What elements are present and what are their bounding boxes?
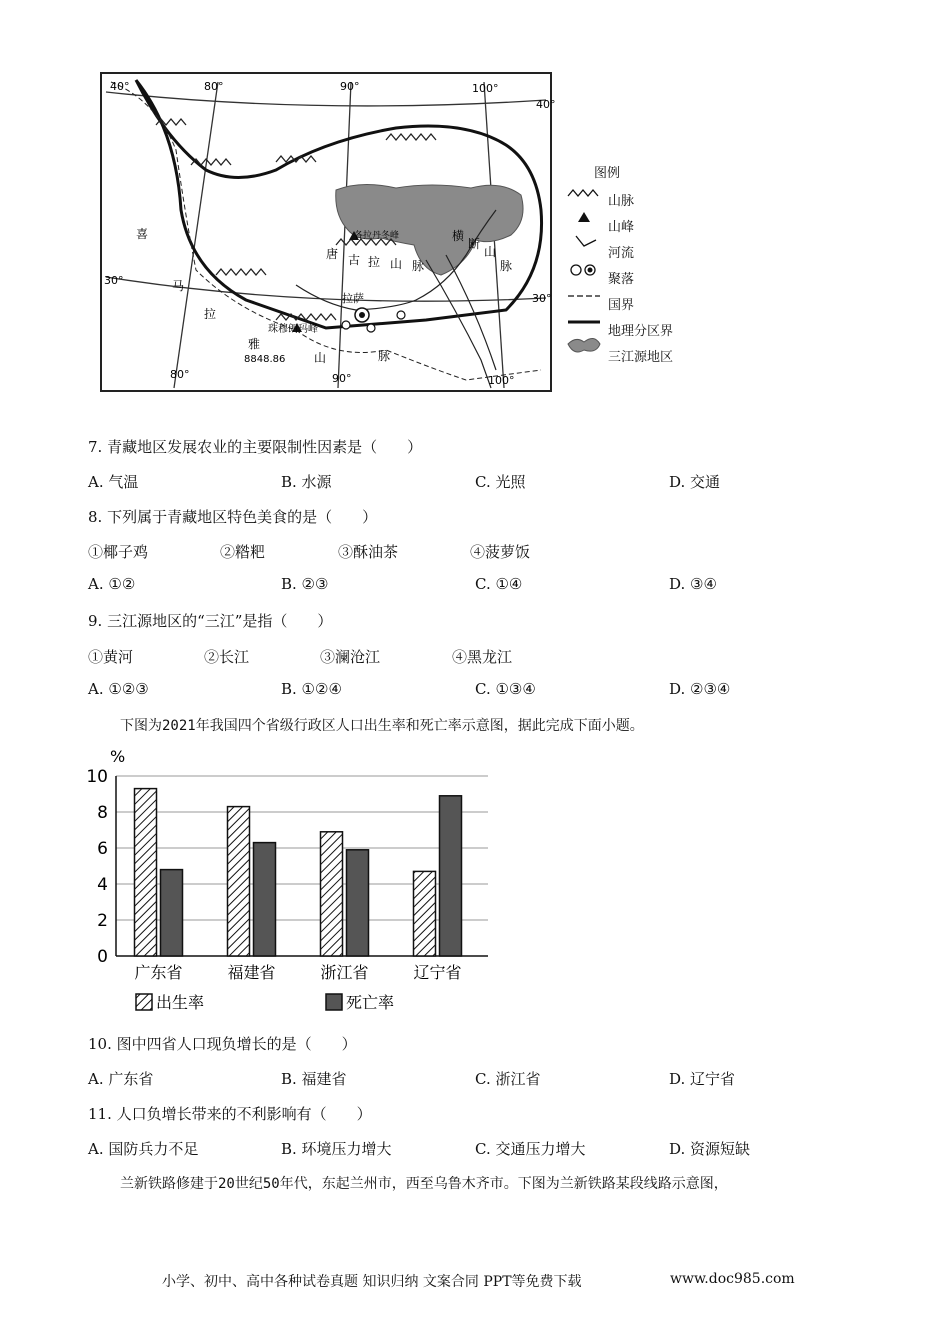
map-legend (566, 162, 686, 372)
y-tick-label: 6 (97, 839, 108, 859)
bar-death-rate (347, 850, 369, 956)
lat-label: 30° (532, 292, 552, 305)
x-category-label: 浙江省 (320, 963, 369, 982)
item: ②糌粑 (220, 543, 266, 561)
lat-label: 40° (110, 80, 130, 93)
option: D. ②③④ (669, 680, 731, 698)
item: ②长江 (204, 648, 250, 666)
place-label: 拉 (368, 255, 381, 269)
question-10-stem: 10. 图中四省人口现负增长的是（ ） (88, 1035, 357, 1053)
three-rivers-area-icon (568, 338, 600, 352)
bar-birth-rate (228, 807, 250, 956)
item: ③酥油茶 (338, 543, 399, 561)
legend-swatch (136, 994, 152, 1010)
place-label: 喜 (136, 227, 149, 241)
option: D. ③④ (669, 575, 717, 593)
item: ③澜沧江 (320, 648, 381, 666)
lon-label: 100° (472, 82, 499, 95)
question-8-stem: 8. 下列属于青藏地区特色美食的是（ ） (88, 508, 378, 526)
option: C. ①④ (475, 575, 523, 593)
place-label: 山 (390, 257, 403, 271)
option: A. ①②③ (88, 680, 149, 698)
x-category-label: 广东省 (134, 963, 183, 982)
bar-death-rate (161, 870, 183, 956)
legend-label: 出生率 (156, 993, 205, 1012)
birth-death-chart (86, 742, 526, 1022)
option: B. ②③ (281, 575, 329, 593)
legend-swatch (326, 994, 342, 1010)
legend-title: 图例 (594, 166, 621, 181)
bar-birth-rate (321, 832, 343, 956)
river-icon (576, 236, 596, 246)
place-label: 各拉丹冬峰 (354, 231, 400, 241)
question-11-stem: 11. 人口负增长带来的不利影响有（ ） (88, 1105, 372, 1123)
legend-label: 死亡率 (346, 993, 395, 1012)
option: C. 光照 (475, 473, 526, 491)
lon-label: 90° (332, 372, 352, 385)
place-label: 山 (484, 245, 497, 259)
chart-intro: 下图为2021年我国四个省级行政区人口出生率和死亡率示意图，据此完成下面小题。 (120, 718, 644, 734)
x-category-label: 福建省 (227, 963, 276, 982)
settlement-icon (571, 265, 581, 275)
y-unit-label: % (110, 747, 126, 766)
place-label: 马 (172, 279, 185, 293)
item: ①椰子鸡 (88, 543, 149, 561)
option: A. ①② (88, 575, 136, 593)
option: B. 福建省 (281, 1070, 347, 1088)
item: ④菠萝饭 (470, 543, 531, 561)
option: D. 资源短缺 (669, 1140, 751, 1158)
lon-label: 100° (488, 374, 515, 387)
place-label: 脉 (378, 349, 391, 363)
legend-label: 山脉 (608, 194, 635, 209)
mountain-range-icon (568, 190, 598, 196)
question-7-stem: 7. 青藏地区发展农业的主要限制性因素是（ ） (88, 438, 423, 456)
lon-label: 80° (170, 368, 190, 381)
place-label: 唐 (326, 247, 339, 261)
y-tick-label: 0 (97, 947, 108, 967)
option: D. 辽宁省 (669, 1070, 736, 1088)
tibet-map (96, 70, 576, 394)
option: A. 气温 (88, 473, 139, 491)
option: C. 浙江省 (475, 1070, 541, 1088)
y-tick-label: 2 (97, 911, 108, 931)
y-tick-label: 8 (97, 803, 108, 823)
lon-label: 90° (340, 80, 360, 93)
footer-text: 小学、初中、高中各种试卷真题 知识归纳 文案合同 PPT等免费下载 (162, 1274, 582, 1290)
legend-label: 聚落 (608, 272, 635, 287)
place-label: 拉萨 (342, 292, 364, 305)
place-label: 横 (452, 229, 465, 243)
lat-label: 30° (104, 274, 124, 287)
railway-intro: 兰新铁路修建于20世纪50年代，东起兰州市，西至乌鲁木齐市。下图为兰新铁路某段线路示意图， (120, 1176, 728, 1192)
bar-birth-rate (135, 789, 157, 956)
legend-label: 国界 (608, 298, 635, 313)
legend-label: 地理分区界 (608, 324, 674, 339)
place-label: 雅 (248, 337, 261, 351)
bar-death-rate (254, 843, 276, 956)
place-label: 8848.86 (244, 354, 286, 365)
x-category-label: 辽宁省 (413, 963, 462, 982)
footer-url[interactable]: www.doc985.com (670, 1271, 795, 1287)
legend-label: 河流 (608, 246, 635, 261)
place-label: 古 (348, 253, 361, 267)
lat-label: 40° (536, 98, 556, 111)
legend-label: 三江源地区 (608, 350, 674, 365)
option: C. ①③④ (475, 680, 536, 698)
lon-label: 80° (204, 80, 224, 93)
place-label: 拉 (204, 307, 217, 321)
option: A. 广东省 (88, 1070, 154, 1088)
option: A. 国防兵力不足 (88, 1140, 199, 1158)
place-label: 断 (468, 237, 481, 251)
place-label: 珠穆朗玛峰 (268, 324, 318, 335)
y-tick-label: 10 (86, 767, 108, 787)
option: D. 交通 (669, 473, 721, 491)
y-tick-label: 4 (97, 875, 108, 895)
peak-icon (578, 212, 590, 222)
place-label: 脉 (500, 259, 513, 273)
question-9-stem: 9. 三江源地区的“三江”是指（ ） (88, 612, 333, 630)
bar-birth-rate (414, 871, 436, 956)
option: B. 水源 (281, 473, 332, 491)
item: ④黑龙江 (452, 648, 513, 666)
option: B. ①②④ (281, 680, 342, 698)
place-label: 脉 (412, 259, 425, 273)
bar-death-rate (440, 796, 462, 956)
item: ①黄河 (88, 648, 134, 666)
place-label: 山 (314, 351, 327, 365)
option: B. 环境压力增大 (281, 1140, 392, 1158)
legend-label: 山峰 (608, 220, 635, 235)
option: C. 交通压力增大 (475, 1140, 586, 1158)
